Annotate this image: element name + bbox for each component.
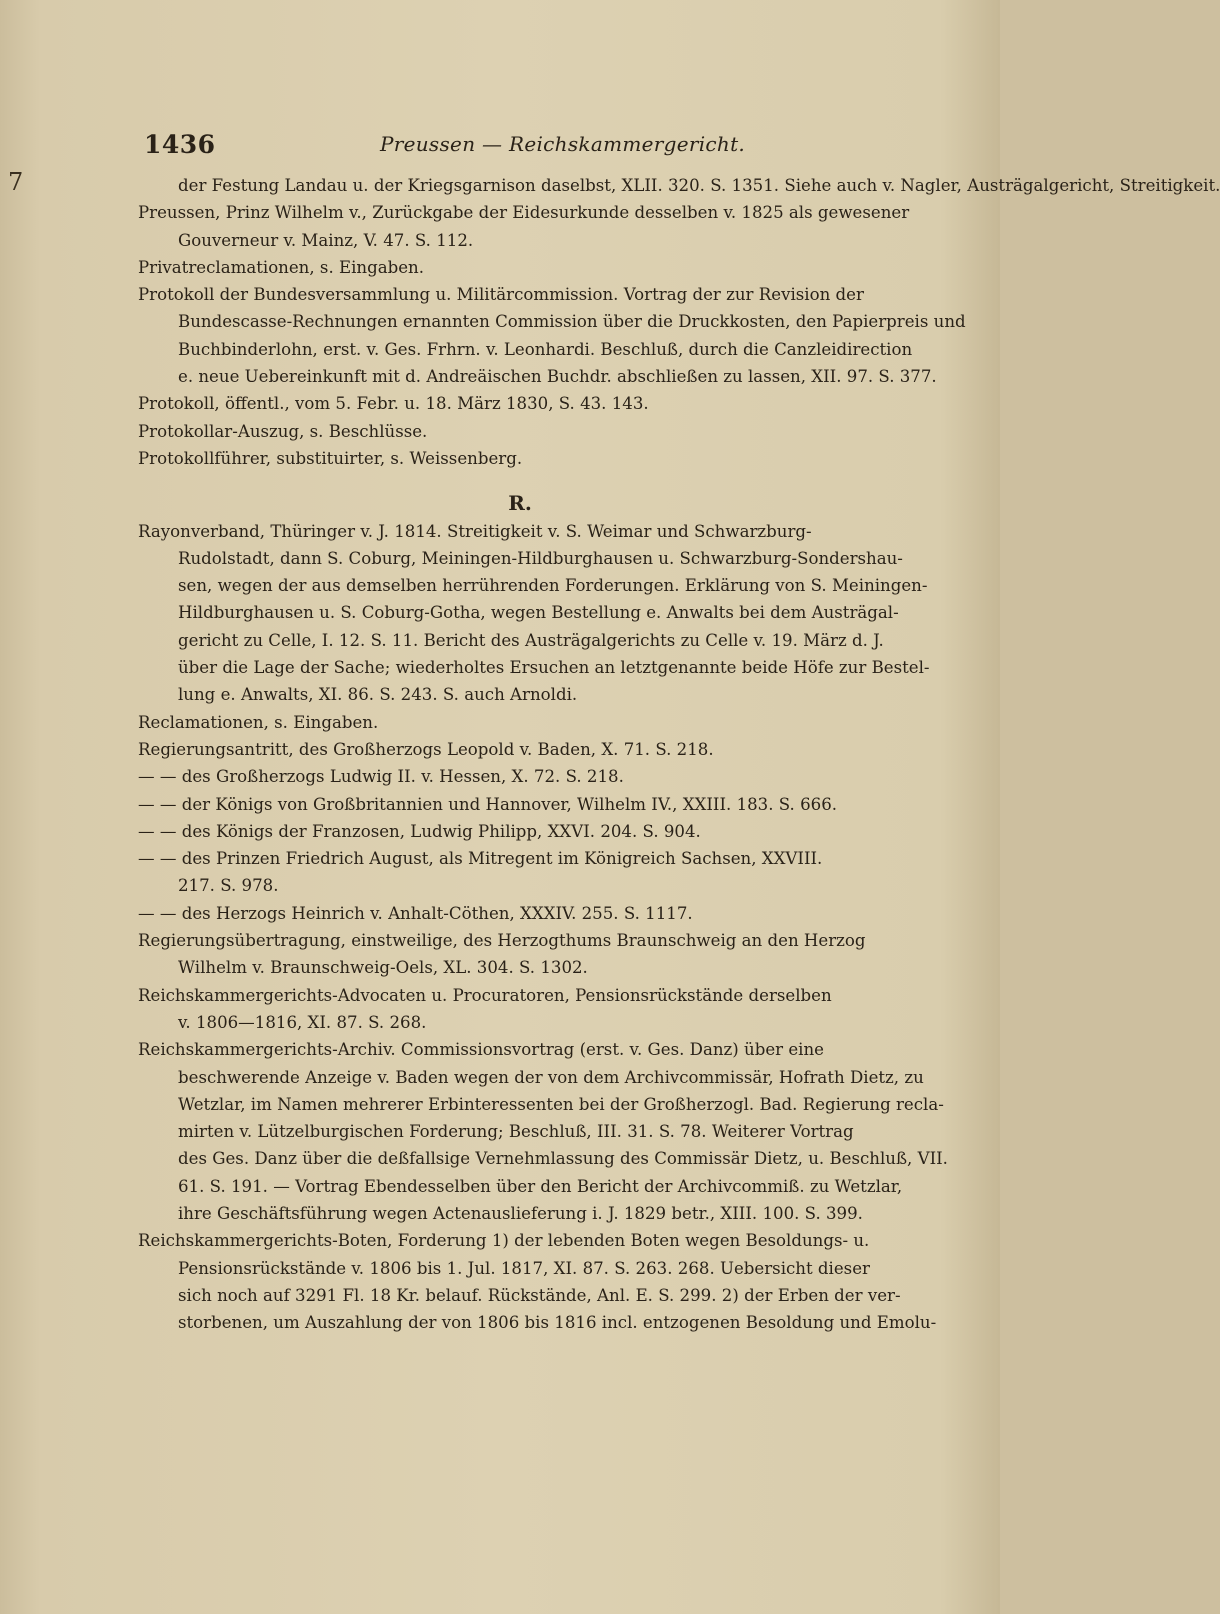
index-entry-line: Rayonverband, Thüringer v. J. 1814. Streitigkeit v. S. Weimar und Schwarzburg- [138, 521, 812, 541]
index-continuation-line: sich noch auf 3291 Fl. 18 Kr. belauf. Rückstände, Anl. E. S. 299. 2) der Erben der ver- [178, 1285, 901, 1305]
index-entry-line: Reichskammergerichts-Archiv. Commissionsvortrag (erst. v. Ges. Danz) über eine [138, 1040, 824, 1060]
index-continuation-line: des Ges. Danz über die deßfallsige Vernehmlassung des Commissär Dietz, u. Beschluß, VII. [178, 1149, 948, 1169]
page-number: 1436 [144, 130, 216, 159]
index-continuation-line: Buchbinderlohn, erst. v. Ges. Frhrn. v. Leonhardi. Beschluß, durch die Canzleidirection [178, 339, 913, 359]
index-continuation-line: Pensionsrückstände v. 1806 bis 1. Jul. 1817, XI. 87. S. 263. 268. Uebersicht dieser [178, 1258, 870, 1278]
index-entry-line: — — des Prinzen Friedrich August, als Mitregent im Königreich Sachsen, XXVIII. [138, 849, 823, 869]
page-header [140, 128, 960, 164]
index-entry-line: Privatreclamationen, s. Eingaben. [138, 257, 425, 277]
index-entry-line: Preussen, Prinz Wilhelm v., Zurückgabe der Eidesurkunde desselben v. 1825 als gewesener [138, 203, 910, 223]
index-continuation-line: gericht zu Celle, I. 12. S. 11. Bericht des Austrägalgerichts zu Celle v. 19. März d. J. [178, 630, 884, 650]
section-letter: R. [508, 491, 532, 516]
index-continuation-line: Hildburghausen u. S. Coburg-Gotha, wegen Bestellung e. Anwalts bei dem Austrägal- [178, 603, 899, 623]
running-head: Preussen — Reichskammergericht. [380, 132, 746, 156]
index-entry-line: — — des Großherzogs Ludwig II. v. Hessen, X. 72. S. 218. [138, 767, 624, 787]
index-continuation-line: beschwerende Anzeige v. Baden wegen der von dem Archivcommissär, Hofrath Dietz, zu [178, 1067, 924, 1087]
index-entry-line: — — des Königs der Franzosen, Ludwig Philipp, XXVI. 204. S. 904. [138, 821, 701, 841]
index-continuation-line: sen, wegen der aus demselben herrührenden Forderungen. Erklärung von S. Meiningen- [178, 576, 928, 596]
margin-mark: 7 [8, 168, 24, 196]
index-entry-line: — — des Herzogs Heinrich v. Anhalt-Cöthen, XXXIV. 255. S. 1117. [138, 903, 693, 923]
index-entry-line: Regierungsantritt, des Großherzogs Leopold v. Baden, X. 71. S. 218. [138, 739, 714, 759]
index-continuation-line: 61. S. 191. — Vortrag Ebendesselben über den Bericht der Archivcommiß. zu Wetzlar, [178, 1176, 903, 1196]
index-continuation-line: storbenen, um Auszahlung der von 1806 bis 1816 incl. entzogenen Besoldung und Emolu- [178, 1313, 937, 1333]
index-body [138, 172, 1220, 1336]
index-entry-line: Protokollführer, substituirter, s. Weissenberg. [138, 448, 523, 468]
index-entry-line: Reclamationen, s. Eingaben. [138, 712, 379, 732]
index-entry-line: — — der Königs von Großbritannien und Hannover, Wilhelm IV., XXIII. 183. S. 666. [138, 794, 838, 814]
index-continuation-line: v. 1806—1816, XI. 87. S. 268. [178, 1012, 427, 1032]
index-continuation-line: Gouverneur v. Mainz, V. 47. S. 112. [178, 230, 474, 250]
index-continuation-line: der Festung Landau u. der Kriegsgarnison daselbst, XLII. 320. S. 1351. Siehe auch v. Nagler, Austrägalgericht, Streitigkeit. [178, 176, 1220, 195]
index-entry-line: Protokollar-Auszug, s. Beschlüsse. [138, 421, 428, 441]
index-continuation-line: mirten v. Lützelburgischen Forderung; Beschluß, III. 31. S. 78. Weiterer Vortrag [178, 1122, 854, 1142]
index-continuation-line: 217. S. 978. [178, 876, 279, 896]
index-entry-line: Protokoll der Bundesversammlung u. Militärcommission. Vortrag der zur Revision der [138, 285, 864, 305]
index-continuation-line: über die Lage der Sache; wiederholtes Ersuchen an letztgenannte beide Höfe zur Bestel- [178, 658, 930, 678]
index-entry-line: Reichskammergerichts-Boten, Forderung 1) der lebenden Boten wegen Besoldungs- u. [138, 1231, 870, 1251]
section-gap [138, 472, 962, 490]
index-continuation-line: lung e. Anwalts, XI. 86. S. 243. S. auch Arnoldi. [178, 685, 578, 705]
index-continuation-line: Rudolstadt, dann S. Coburg, Meiningen-Hildburghausen u. Schwarzburg-Sondershau- [178, 548, 903, 568]
index-entry-line: Regierungsübertragung, einstweilige, des Herzogthums Braunschweig an den Herzog [138, 931, 866, 951]
index-continuation-line: ihre Geschäftsführung wegen Actenauslieferung i. J. 1829 betr., XIII. 100. S. 399. [178, 1203, 863, 1223]
index-continuation-line: Wetzlar, im Namen mehrerer Erbinteressenten bei der Großherzogl. Bad. Regierung recla- [178, 1094, 944, 1114]
index-entry-line: Protokoll, öffentl., vom 5. Febr. u. 18. März 1830, S. 43. 143. [138, 394, 649, 414]
index-continuation-line: Bundescasse-Rechnungen ernannten Commission über die Druckkosten, den Papierpreis und [178, 312, 966, 332]
index-continuation-line: Wilhelm v. Braunschweig-Oels, XL. 304. S. 1302. [178, 958, 588, 978]
index-continuation-line: e. neue Uebereinkunft mit d. Andreäischen Buchdr. abschließen zu lassen, XII. 97. S. 377. [178, 367, 937, 387]
index-entry-line: Reichskammergerichts-Advocaten u. Procuratoren, Pensionsrückstände derselben [138, 985, 832, 1005]
